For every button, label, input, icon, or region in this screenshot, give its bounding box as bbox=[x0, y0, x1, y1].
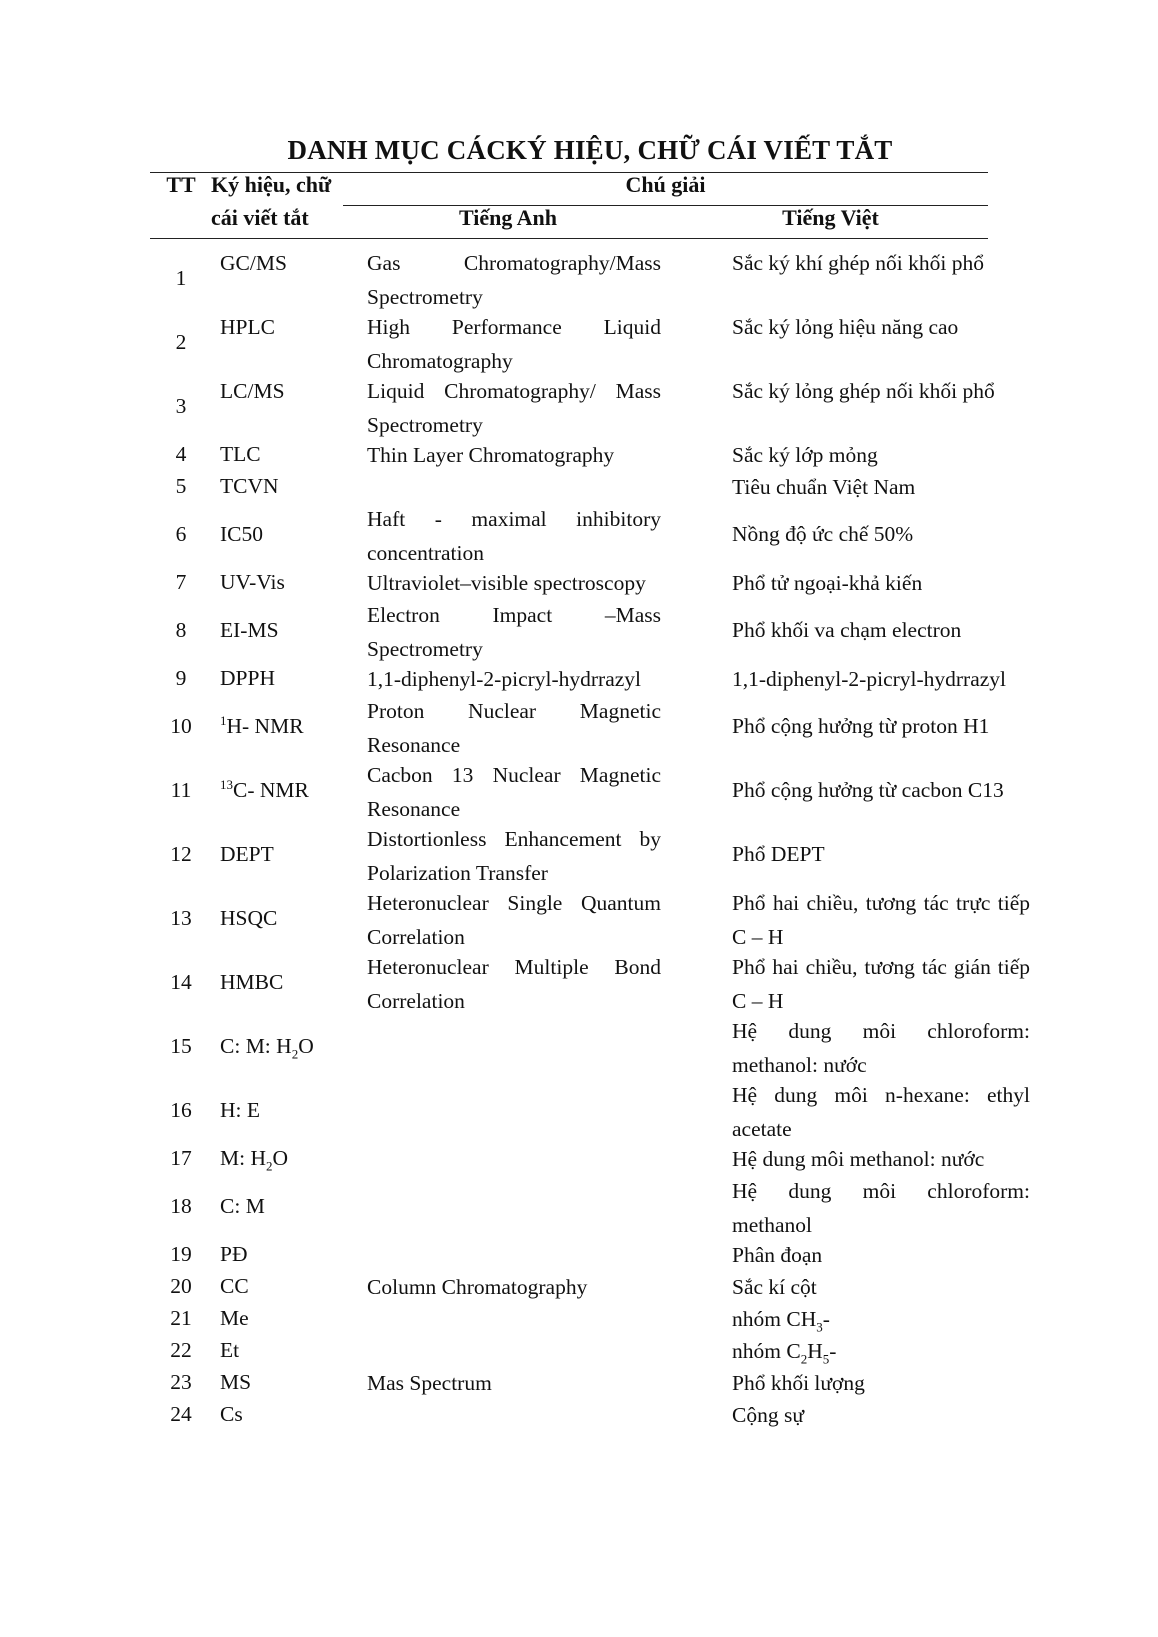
row-symbol: HSQC bbox=[220, 906, 278, 931]
row-number: 12 bbox=[170, 842, 192, 867]
symbol-text: C- NMR bbox=[233, 778, 309, 803]
row-vietnamese: Phổ khối lượng bbox=[732, 1371, 865, 1395]
row-number: 14 bbox=[170, 970, 192, 995]
row-english: Thin Layer Chromatography bbox=[367, 443, 615, 467]
page-title: DANH MỤC CÁCKÝ HIỆU, CHỮ CÁI VIẾT TẮT bbox=[287, 135, 893, 165]
row-symbol: PĐ bbox=[220, 1242, 248, 1267]
row-vietnamese: Cộng sự bbox=[732, 1403, 804, 1427]
row-english: Haft - maximal inhibitory concentration bbox=[367, 507, 661, 565]
row-number: 18 bbox=[170, 1194, 192, 1219]
row-number: 19 bbox=[170, 1242, 192, 1267]
row-vietnamese: Phổ cộng hưởng từ proton H1 bbox=[732, 714, 990, 739]
row-english: 1,1-diphenyl-2-picryl-hydrrazyl bbox=[367, 667, 642, 691]
row-number: 22 bbox=[170, 1338, 192, 1363]
row-number: 17 bbox=[170, 1146, 192, 1171]
table-row bbox=[150, 1399, 1030, 1431]
table-row bbox=[150, 663, 1030, 695]
symbol-subscript: 2 bbox=[266, 1158, 273, 1174]
header-tt: TT bbox=[166, 172, 196, 197]
row-english: Mas Spectrum bbox=[367, 1371, 492, 1395]
symbol-suffix: O bbox=[298, 1034, 314, 1059]
row-symbol: Cs bbox=[220, 1402, 243, 1427]
row-english: Distortionless Enhancement by Polarization Transfer bbox=[367, 827, 661, 885]
row-symbol: DPPH bbox=[220, 666, 275, 691]
row-vietnamese: Phổ cộng hưởng từ cacbon C13 bbox=[732, 778, 1004, 803]
table-row bbox=[150, 567, 1030, 599]
row-vietnamese: Tiêu chuẩn Việt Nam bbox=[732, 475, 916, 499]
row-vietnamese: Phổ tử ngoại-khả kiến bbox=[732, 571, 923, 595]
row-number: 11 bbox=[170, 778, 192, 803]
row-symbol: GC/MS bbox=[220, 251, 287, 275]
row-vietnamese bbox=[732, 1303, 1030, 1337]
row-english: Gas Chromatography/Mass Spectrometry bbox=[367, 251, 661, 309]
row-symbol: MS bbox=[220, 1370, 252, 1395]
row-vietnamese: Phân đoạn bbox=[732, 1243, 823, 1267]
row-vietnamese: Hệ dung môi chloroform: methanol bbox=[732, 1179, 1030, 1237]
vi-text-mid: H bbox=[807, 1339, 823, 1363]
row-vietnamese: Phổ khối va chạm electron bbox=[732, 618, 962, 643]
row-english: Heteronuclear Single Quantum Correlation bbox=[367, 891, 661, 949]
vi-suffix: - bbox=[822, 1307, 830, 1331]
table-row bbox=[150, 695, 1030, 759]
row-number: 23 bbox=[170, 1370, 192, 1395]
symbol-text: H- NMR bbox=[226, 714, 304, 739]
table-row bbox=[150, 1015, 1030, 1079]
row-number: 3 bbox=[175, 394, 187, 419]
row-number: 2 bbox=[175, 330, 187, 355]
table-row bbox=[150, 1239, 1030, 1271]
row-english: Electron Impact –Mass Spectrometry bbox=[367, 603, 661, 661]
row-english: Liquid Chromatography/ Mass Spectrometry bbox=[367, 379, 661, 437]
row-symbol: TLC bbox=[220, 442, 261, 467]
vi-text: nhóm C bbox=[732, 1339, 801, 1363]
row-symbol: HMBC bbox=[220, 970, 284, 995]
row-vietnamese: Hệ dung môi methanol: nước bbox=[732, 1147, 985, 1171]
vi-text: nhóm CH bbox=[732, 1307, 817, 1331]
row-number: 5 bbox=[175, 474, 187, 499]
symbol-text: C: M: H bbox=[220, 1034, 292, 1059]
row-vietnamese: Phổ hai chiều, tương tác gián tiếp C – H bbox=[732, 955, 1030, 1013]
table-row bbox=[150, 1303, 1030, 1335]
row-number: 21 bbox=[170, 1306, 192, 1331]
row-symbol: HPLC bbox=[220, 315, 275, 339]
vi-suffix: - bbox=[829, 1339, 837, 1363]
header-vietnamese: Tiếng Việt bbox=[782, 205, 879, 230]
symbol-superscript: 1 bbox=[220, 713, 227, 729]
vi-subscript-2: 5 bbox=[822, 1351, 830, 1367]
row-symbol: IC50 bbox=[220, 522, 263, 547]
symbol-subscript: 2 bbox=[291, 1046, 299, 1062]
row-symbol: TCVN bbox=[220, 474, 279, 499]
row-vietnamese: Hệ dung môi n-hexane: ethyl acetate bbox=[732, 1083, 1030, 1141]
row-english: High Performance Liquid Chromatography bbox=[367, 315, 661, 373]
symbol-text: M: H bbox=[220, 1146, 266, 1171]
row-vietnamese bbox=[732, 1335, 1030, 1369]
row-symbol: Me bbox=[220, 1306, 249, 1331]
row-symbol: CC bbox=[220, 1274, 249, 1299]
vi-subscript: 3 bbox=[816, 1319, 823, 1335]
row-number: 6 bbox=[175, 522, 187, 547]
row-number: 20 bbox=[170, 1274, 192, 1299]
vi-subscript: 2 bbox=[800, 1351, 808, 1367]
row-number: 7 bbox=[175, 570, 187, 595]
table-row bbox=[150, 247, 1030, 311]
table-row bbox=[150, 1079, 1030, 1143]
row-english: Heteronuclear Multiple Bond Correlation bbox=[367, 955, 661, 1013]
table-row bbox=[150, 887, 1030, 951]
row-symbol: H: E bbox=[220, 1098, 261, 1123]
row-vietnamese: Sắc ký lớp mỏng bbox=[732, 443, 878, 467]
table-row bbox=[150, 951, 1030, 1015]
row-vietnamese: Nồng độ ức chế 50% bbox=[732, 522, 914, 547]
row-english: Ultraviolet–visible spectroscopy bbox=[367, 571, 646, 595]
row-symbol: UV-Vis bbox=[220, 570, 285, 595]
row-vietnamese: Phổ hai chiều, tương tác trực tiếp C – H bbox=[732, 891, 1030, 949]
row-symbol: LC/MS bbox=[220, 379, 285, 403]
table-row bbox=[150, 439, 1030, 471]
row-english: Cacbon 13 Nuclear Magnetic Resonance bbox=[367, 763, 661, 821]
row-vietnamese: Sắc ký lỏng hiệu năng cao bbox=[732, 315, 959, 339]
row-number: 1 bbox=[175, 266, 187, 291]
table-row bbox=[150, 471, 1030, 503]
row-number: 10 bbox=[170, 714, 192, 739]
row-symbol bbox=[220, 759, 360, 823]
table-row bbox=[150, 503, 1030, 567]
row-vietnamese: Hệ dung môi chloroform: methanol: nước bbox=[732, 1019, 1030, 1077]
row-symbol: DEPT bbox=[220, 842, 274, 867]
row-number: 13 bbox=[170, 906, 192, 931]
row-english: Proton Nuclear Magnetic Resonance bbox=[367, 699, 661, 757]
row-number: 16 bbox=[170, 1098, 192, 1123]
symbol-suffix: O bbox=[272, 1146, 289, 1171]
table-row bbox=[150, 1335, 1030, 1367]
row-vietnamese: Sắc ký lỏng ghép nối khối phổ bbox=[732, 379, 995, 403]
table-row bbox=[150, 823, 1030, 887]
row-symbol bbox=[220, 1143, 360, 1175]
row-number: 9 bbox=[175, 666, 187, 691]
table-row bbox=[150, 1367, 1030, 1399]
table-row bbox=[150, 311, 1030, 375]
table-row bbox=[150, 599, 1030, 663]
row-vietnamese: 1,1-diphenyl-2-picryl-hydrrazyl bbox=[732, 667, 1007, 691]
table-row bbox=[150, 1175, 1030, 1239]
row-symbol bbox=[220, 1015, 360, 1079]
row-symbol: EI-MS bbox=[220, 618, 279, 643]
table-row bbox=[150, 1143, 1030, 1175]
row-symbol: Et bbox=[220, 1338, 240, 1363]
header-bottom-rule bbox=[150, 238, 988, 239]
table-row bbox=[150, 1271, 1030, 1303]
row-number: 24 bbox=[170, 1402, 192, 1427]
row-number: 15 bbox=[170, 1034, 192, 1059]
abbreviation-table-body bbox=[150, 247, 1030, 1431]
table-row bbox=[150, 375, 1030, 439]
header-notes: Chú giải bbox=[625, 172, 706, 197]
row-symbol bbox=[220, 695, 360, 759]
symbol-superscript: 13 bbox=[220, 777, 233, 793]
header-symbol-line2: cái viết tắt bbox=[211, 205, 309, 230]
row-vietnamese: Phổ DEPT bbox=[732, 842, 825, 867]
row-vietnamese: Sắc ký khí ghép nối khối phổ bbox=[732, 251, 985, 275]
row-symbol: C: M bbox=[220, 1194, 265, 1219]
row-vietnamese: Sắc kí cột bbox=[732, 1275, 817, 1299]
header-symbol-line1: Ký hiệu, chữ bbox=[211, 172, 332, 197]
header-english: Tiếng Anh bbox=[458, 205, 558, 230]
row-number: 4 bbox=[175, 442, 187, 467]
table-row bbox=[150, 759, 1030, 823]
row-number: 8 bbox=[175, 618, 187, 643]
row-english: Column Chromatography bbox=[367, 1275, 588, 1299]
